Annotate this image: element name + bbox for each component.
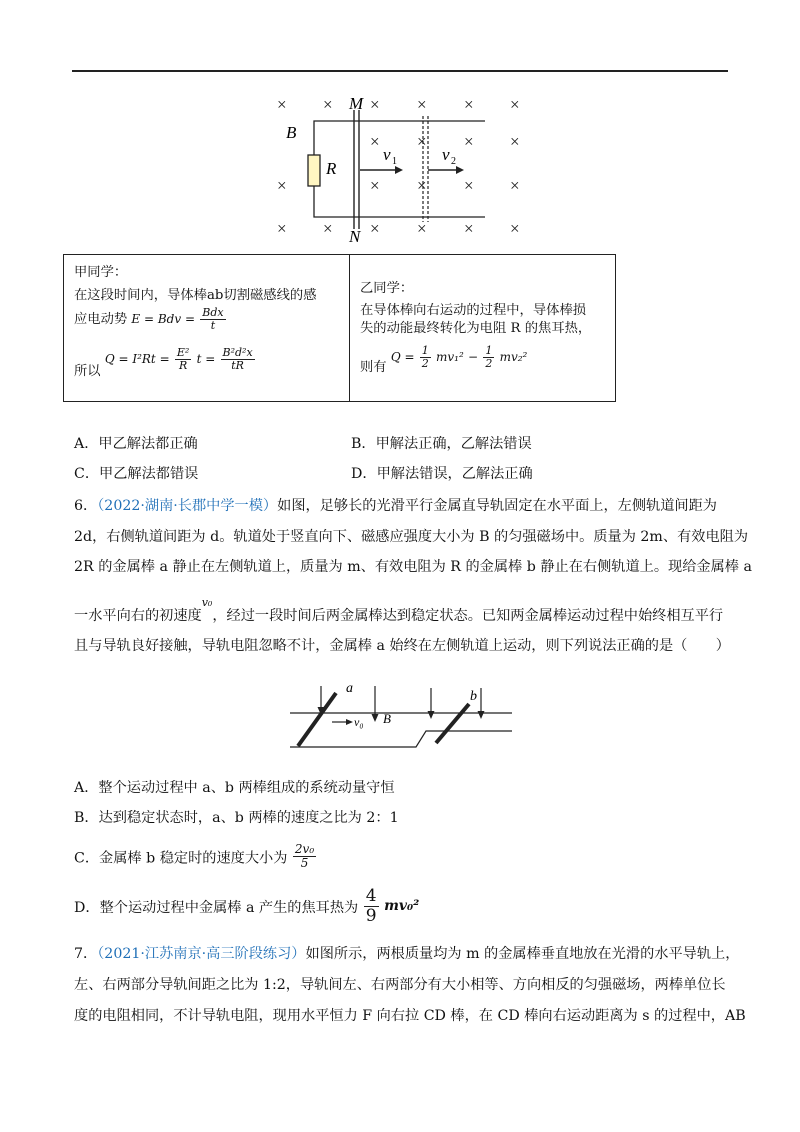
cross-mark: × <box>464 95 474 114</box>
cross-mark: × <box>464 176 474 195</box>
cross-mark: × <box>370 132 380 151</box>
label-b: b <box>470 689 477 704</box>
q6-option-d[interactable]: D．整个运动过程中金属棒 a 产生的焦耳热为 $\frac{4}{9}$ mv₀² <box>74 886 420 926</box>
cross-mark: × <box>464 219 474 238</box>
figure-two-rods <box>288 680 518 752</box>
q7-line2: 左、右两部分导轨间距之比为 1:2，导轨间左、右两部分有大小相等、方向相反的匀强磁场，两棒单位长 <box>74 977 726 993</box>
q6-line5: 且与导轨良好接触，导轨电阻忽略不计，金属棒 a 始终在左侧轨道上运动，则下列说法正确的是（ ） <box>74 638 730 654</box>
q6-option-b[interactable]: B．达到稳定状态时，a、b 两棒的速度之比为 2：1 <box>74 810 399 826</box>
cross-mark: × <box>370 95 380 114</box>
label-B-field: B <box>383 711 391 726</box>
label-M: M <box>349 94 364 113</box>
cross-mark: × <box>510 95 520 114</box>
cross-mark: × <box>277 219 287 238</box>
svg-text:2: 2 <box>451 156 456 167</box>
rail-bottom <box>290 731 512 747</box>
right-line1: 在导体棒向右运动的过程中，导体棒损 <box>360 303 587 318</box>
cross-mark: × <box>417 176 427 195</box>
q6-source: （2022·湖南·长郡中学一模） <box>97 498 278 514</box>
right-line3: 则有 Q = $\frac{1}{2}$ mv₁² − $\frac{1}{2}$ mv₂² <box>360 344 528 376</box>
cross-mark: × <box>370 176 380 195</box>
q6-option-c[interactable]: C．金属棒 b 稳定时的速度大小为 $\frac{\text{2v₀}}{5}$ <box>74 842 315 871</box>
q7-line3: 度的电阻相同，不计导轨电阻，现用水平恒力 F 向右拉 CD 棒，在 CD 棒向右运动距离为 s 的过程中，AB <box>74 1008 746 1024</box>
q6-option-a[interactable]: A．整个运动过程中 a、b 两棒组成的系统动量守恒 <box>74 780 395 796</box>
figure-rail-resistor <box>270 92 540 242</box>
cross-mark: × <box>510 219 520 238</box>
q7-source: （2021·江苏南京·高三阶段练习） <box>97 946 306 962</box>
right-line2: 失的动能最终转化为电阻 R 的焦耳热， <box>360 321 592 336</box>
cross-mark: × <box>417 132 427 151</box>
rod-b <box>436 704 469 743</box>
cross-mark: × <box>417 219 427 238</box>
label-v2: v <box>442 145 450 164</box>
q6-line4: 一水平向右的初速度$^{v_0}$，经过一段时间后两金属棒达到稳定状态。已知两金属棒运动过程中始终相互平行 <box>74 596 724 624</box>
header-rule <box>72 70 728 72</box>
q5-option-d[interactable]: D．甲解法错误，乙解法正确 <box>351 466 533 482</box>
cross-mark: × <box>510 176 520 195</box>
label-v0: v₀ <box>354 715 364 729</box>
q6-v0: v₀ <box>201 596 213 609</box>
cross-mark: × <box>277 95 287 114</box>
q6-line3: 2R 的金属棒 a 静止在左侧轨道上，质量为 m、有效电阻为 R 的金属棒 b 静止在右侧轨道上。现给金属棒 a <box>74 559 752 575</box>
q5-option-a[interactable]: A．甲乙解法都正确 <box>74 436 198 452</box>
left-line2: 应电动势 E = Bdv = $\frac{\text{Bdx}}{t}$ <box>74 306 224 333</box>
label-N: N <box>349 227 361 242</box>
cross-mark: × <box>510 132 520 151</box>
q6-number: 6． <box>74 498 98 514</box>
q7-line1: 7．（2021·江苏南京·高三阶段练习）如图所示，两根质量均为 m 的金属棒垂直地放在光滑的水平导轨上， <box>74 946 740 962</box>
svg-text:1: 1 <box>392 156 397 167</box>
rod-a <box>298 693 336 746</box>
label-v1: v <box>383 145 391 164</box>
q6-line1: 6．（2022·湖南·长郡中学一模）如图，足够长的光滑平行金属直导轨固定在水平面上，左侧轨道间距为 <box>74 498 717 514</box>
q7-number: 7． <box>74 946 98 962</box>
q5-option-b[interactable]: B．甲解法正确，乙解法错误 <box>351 436 532 452</box>
resistor <box>308 155 320 186</box>
q6-line2: 2d，右侧轨道间距为 d。轨道处于竖直向下、磁感应强度大小为 B 的匀强磁场中。质量为 2m、有效电阻为 <box>74 529 749 545</box>
emf-formula: E = Bdv = <box>131 312 196 327</box>
cross-mark: × <box>370 219 380 238</box>
right-heading: 乙同学： <box>360 281 414 296</box>
cross-mark: × <box>323 95 333 114</box>
left-line1: 在这段时间内，导体棒ab切割磁感线的感 <box>74 288 317 303</box>
cross-mark: × <box>464 132 474 151</box>
label-a: a <box>346 681 353 696</box>
q5-option-c[interactable]: C．甲乙解法都错误 <box>74 466 199 482</box>
solution-comparison-table <box>63 254 616 402</box>
left-line3: 所以 Q = I²Rt = $\frac{\text{E²}}{R}$ t = $\frac{\text{B²d²x}}{tR}$ <box>74 346 253 380</box>
label-B: B <box>286 123 297 142</box>
label-R: R <box>326 159 337 178</box>
left-heading: 甲同学： <box>74 265 128 280</box>
cross-mark: × <box>323 219 333 238</box>
heat-formula: Q = I²Rt = <box>104 352 170 367</box>
cross-mark: × <box>277 176 287 195</box>
cross-mark: × <box>417 95 427 114</box>
